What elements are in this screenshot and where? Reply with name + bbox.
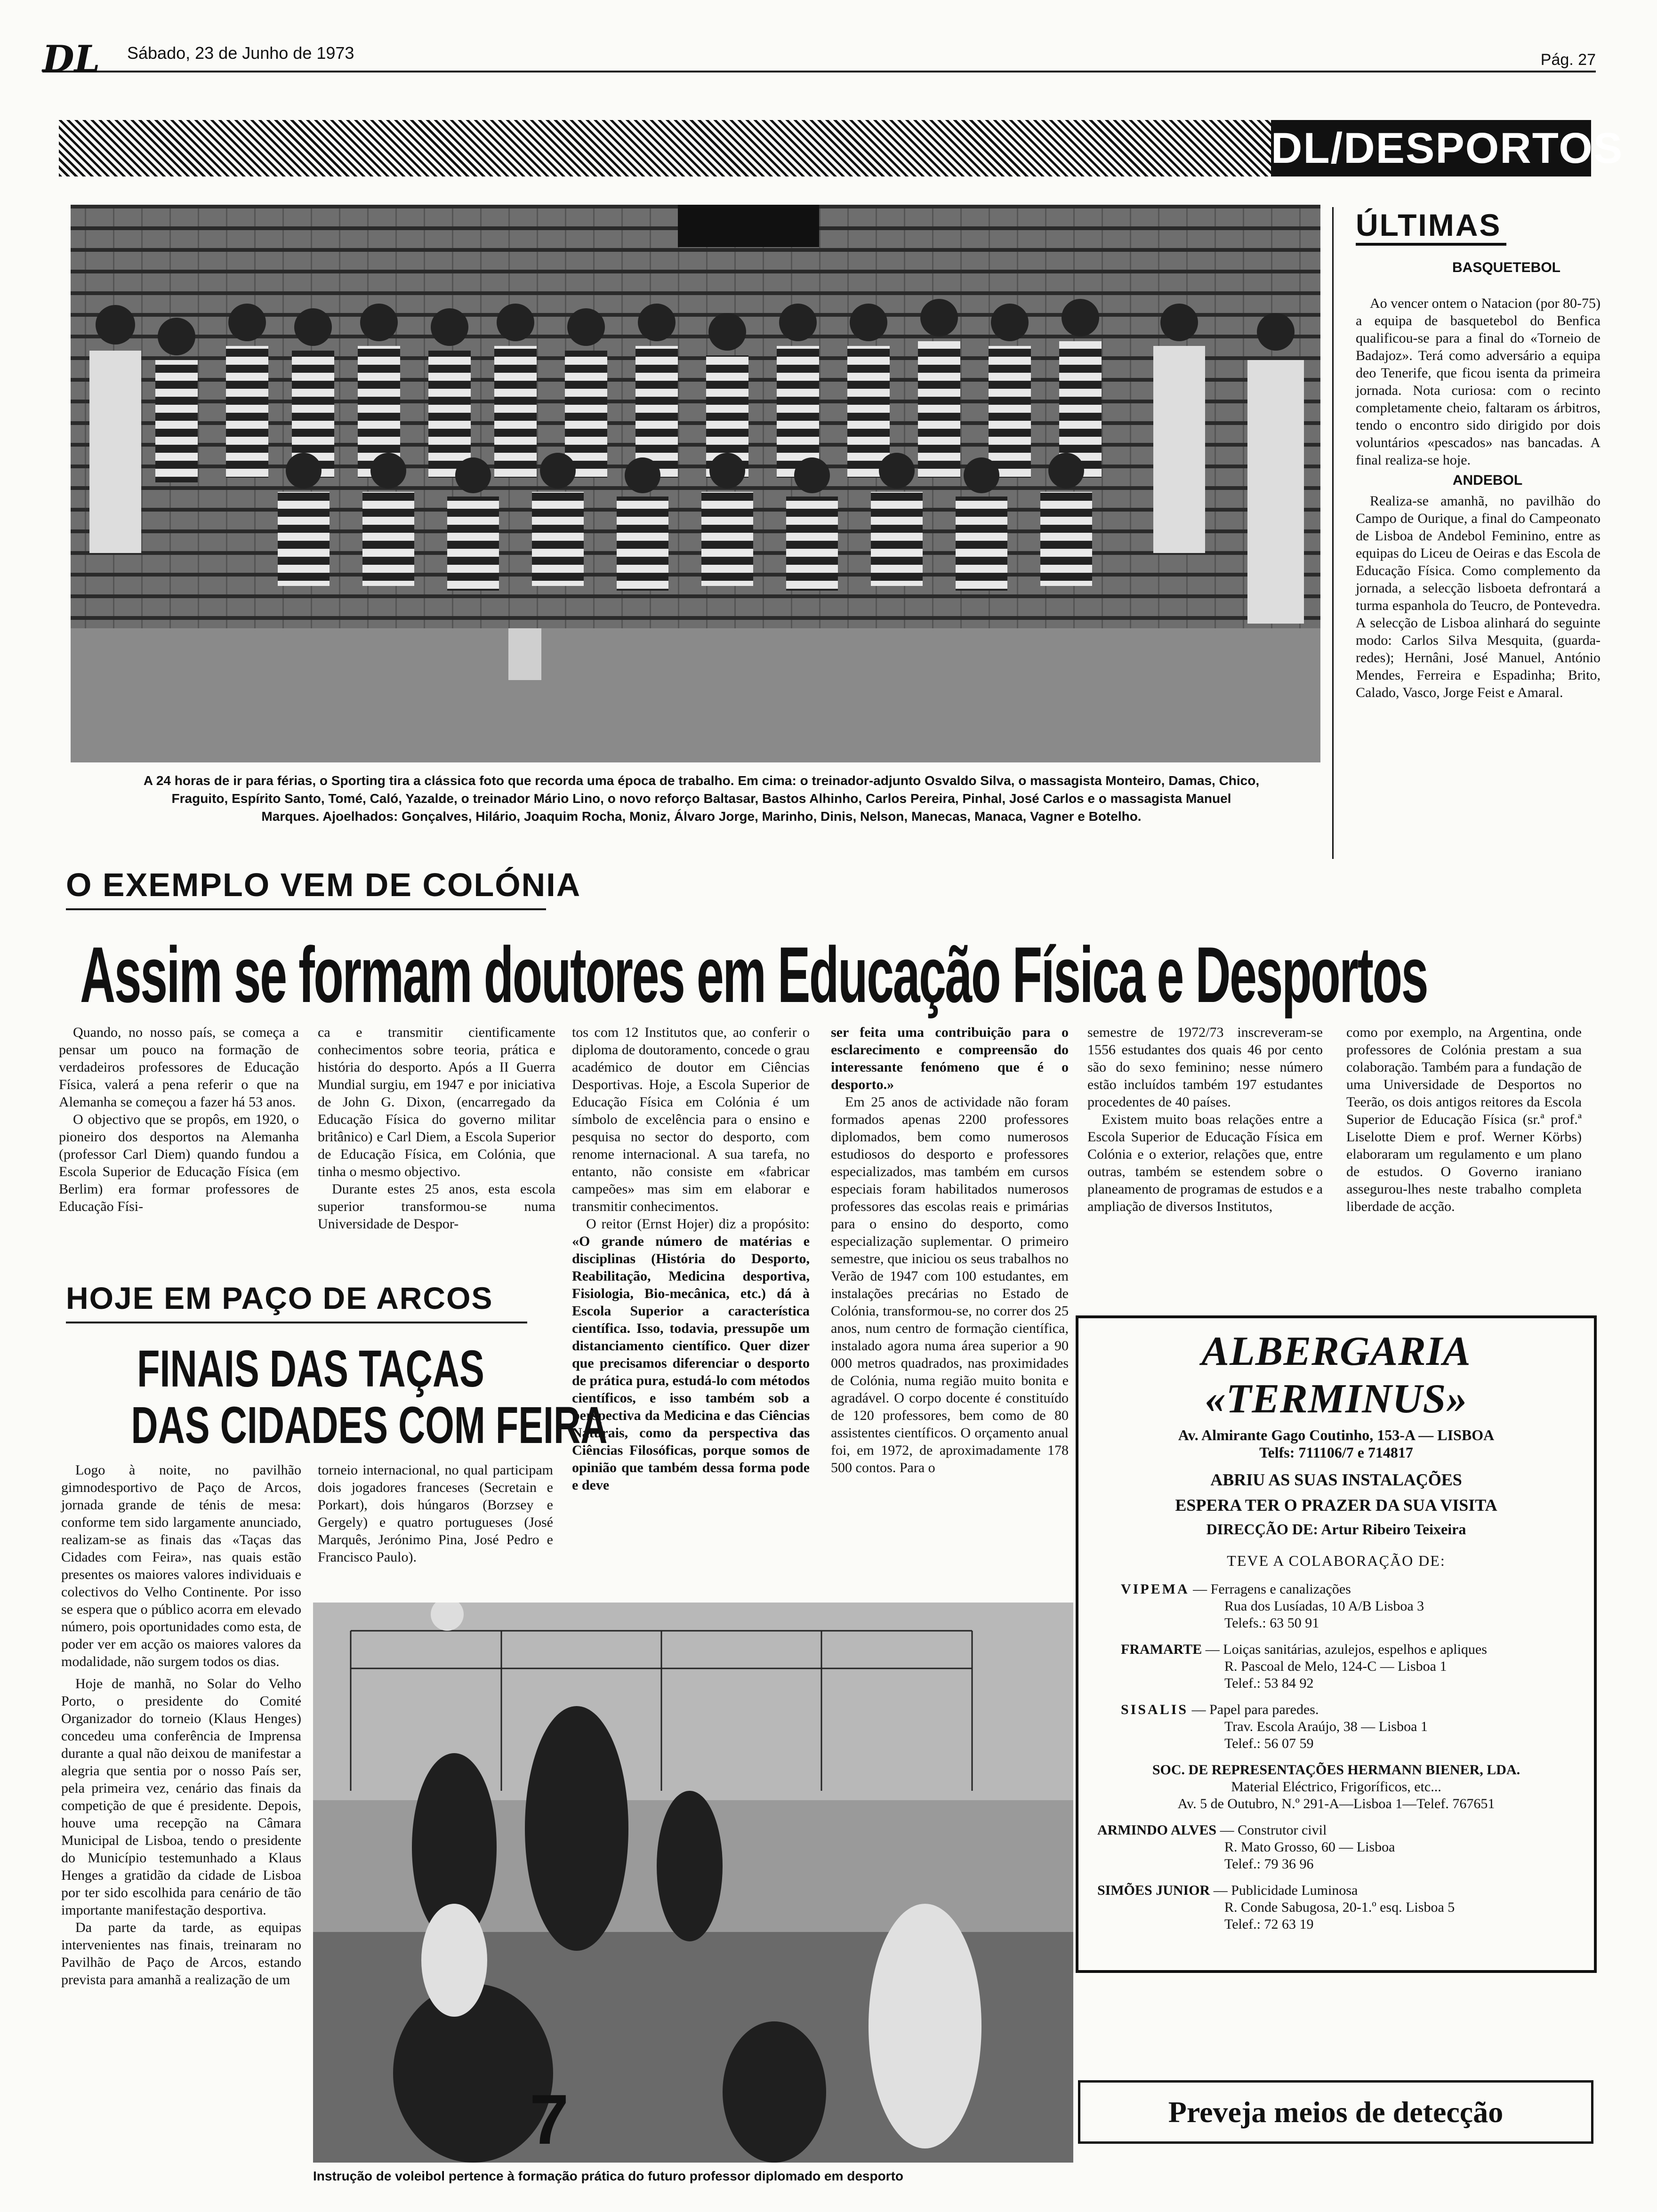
ultimas-sidebar [1356, 207, 1601, 701]
feature-column-2: ca e transmitir cientificamente conhecimentos sobre teoria, prática e história do desporto. Após a II Guerra Mundial surgiu, em 1947 e por iniciativa de John G. Dixon, (encarregado da Educação Física do governo militar britânico) e Carl Diem, a Escola Superior de Educação Física, em Colónia, que tinha o mesmo objectivo. Durante estes 25 anos, esta escola superior transformou-se numa Universidade de Despor- [318, 1025, 555, 1232]
sponsor-item: SIMÕES JUNIOR — Publicidade Luminosa R. Conde Sabugosa, 20-1.º esq. Lisboa 5 Telef.: 72 63 19 [1097, 1883, 1455, 1932]
basquetebol-text: Ao vencer ontem o Natacion (por 80-75) a equipa de basquetebol do Benfica qualificou-se para a final do «Torneio de Badajoz». Terá como adversário a equipa deo Tenerife, que ficou isenta da primeira jornada. Nota curiosa: com o recinto completamente cheio, faltaram os árbitros, tendo o encontro sido dirigido por dois voluntários «pescados» nas bancadas. A final realiza-se hoje. [1356, 296, 1601, 468]
advert-title: ALBERGARIA «TERMINUS» [1201, 1329, 1471, 1422]
sponsor-item: ARMINDO ALVES — Construtor civil R. Mato Grosso, 60 — Lisboa Telef.: 79 36 96 [1097, 1822, 1395, 1872]
albergaria-advert [1076, 1315, 1597, 1973]
sidebar-rule [1332, 207, 1334, 859]
page-number: Pág. 27 [1540, 51, 1596, 69]
arcos-title-line-1: FINAIS DAS TAÇAS [137, 1340, 484, 1398]
player-jersey-number: 7 [530, 2080, 569, 2159]
section-banner [59, 120, 1624, 176]
advert-line-2: ESPERA TER O PRAZER DA SUA VISITA [1175, 1496, 1497, 1515]
detection-ad-box: Preveja meios de detecção [1078, 2080, 1593, 2144]
volleyball-photo-caption: Instrução de voleibol pertence à formação prática do futuro professor diplomado em desporto [313, 2169, 903, 2183]
arcos-title-line-2: DAS CIDADES COM FEIRA [131, 1396, 608, 1454]
andebol-heading: ANDEBOL [1452, 473, 1523, 488]
arcos-kicker: HOJE EM PAÇO DE ARCOS [66, 1281, 493, 1315]
sponsor-list [1097, 1581, 1575, 1933]
team-photo-graphic [71, 205, 1320, 762]
section-title: DL/DESPORTOS [1271, 120, 1591, 176]
arcos-column-1: Logo à noite, no pavilhão gimnodesportivo de Paço de Arcos, jornada grande de ténis de mesa: conforme tem sido largamente anunciado, realizam-se as finais das «Taças das Cidades com Feira», nas quais estão presentes os maiores valores individuais e colectivos do Velho Continente. Por isso se espera que o público acorra em elevado número, pois oportunidades como esta, de poder ver em acção os maiores valores da modalidade, não surgem todos os dias. Hoje de manhã, no Solar do Velho Porto, o presidente do Comité Organizador do torneio (Klaus Henges) concedeu uma conferência de Imprensa durante a qual não deixou de manifestar a alegria que sentia por o nosso País ser, pela primeira vez, cenário das finais da competição de que é presidente. Depois, houve uma recepção na Câmara Municipal de Lisboa, tendo o presidente do Município testemunhado a Klaus Henges a gratidão da cidade de Lisboa por ter sido escolhida para cenário de tão importante manifestação desportiva. Da parte da tarde, as equipas intervenientes nas finais, treinaram no Pavilhão de Paço de Arcos, estando prevista para amanhã a realização de um [61, 1462, 301, 1988]
issue-date: Sábado, 23 de Junho de 1973 [127, 43, 354, 63]
feature-column-1: Quando, no nosso país, se começa a pensar um pouco na formação de verdadeiros professores de Educação Física, valerá a pena referir o que na Alemanha se começou a fazer há 53 anos. O objectivo que se propôs, em 1920, o pioneiro dos desportos na Alemanha (professor Carl Diem) quando fundou a Escola Superior de Educação Física (em Berlim) era formar professores de Educação Físi- [59, 1025, 299, 1214]
arcos-column-2: torneio internacional, no qual participam dois jogadores franceses (Secretain e Porkart), dois húngaros (Borzsey e Gergely) e quatro portugueses (José Marquês, Jerónimo Pina, José Pedro e Francisco Paulo). [318, 1462, 553, 1565]
advert-line-1: ABRIU AS SUAS INSTALAÇÕES [1210, 1470, 1462, 1489]
feature-kicker: O EXEMPLO VEM DE COLÓNIA [66, 866, 581, 903]
ultimas-underline [1356, 243, 1506, 246]
feature-column-3: tos com 12 Institutos que, ao conferir o diploma de doutoramento, concede o grau académico de doutor em Ciências Desportivas. Hoje, a Escola Superior de Educação Física em Colónia é um símbolo de excelência para o ensino e pesquisa no sector do desporto, com renome internacional. A sua tarefa, no entanto, não consiste em «fabricar campeões» mas sim em elaborar e transmitir conhecimentos. O reitor (Ernst Hojer) diz a propósito: «O grande número de matérias e disciplinas (História do Desporto, Reabilitação, Medicina desportiva, Fisiologia, Bio-mecânica, etc.) dá à Escola Superior a característica científica. Isso, todavia, pressupõe um distanciamento científico. Quer dizer que precisamos diferenciar o desporto de prática pura, estudá-lo com métodos científicos, e isso também sob a perspectiva da Medicina e das Ciências Naturais, como da perspectiva das Ciências Filosóficas, porque somos de opinião que também dessa forma pode e deve [572, 1025, 810, 1493]
feature-kicker-rule [66, 908, 546, 910]
feature-column-4: ser feita uma contribuição para o esclarecimento e compreensão do interessante fenómeno que é o desporto.» Em 25 anos de actividade não foram formados apenas 2200 professores diplomados, bem como numerosos estudiosos do desporto e professores especializados, mas também em cursos especiais foram habilitados numerosos professores das escolas reais e primárias para o ensino do desporto, como especialização suplementar. O primeiro semestre, que iniciou os seus trabalhos no Verão de 1947 com 100 estudantes, em instalações precárias no Estado de Colónia, transformou-se, no correr dos 25 anos, num centro de formação científica, instalado agora numa área superior a 90 000 metros quadrados, nas proximidades de Colónia, numa região muito bonita e agradável. O corpo docente é constituído de 120 professores, bem como de 80 assistentes científicos. O orçamento anual foi, em 1972, de aproximadamente 178 500 contos. Para o [831, 1025, 1069, 1475]
arcos-kicker-rule [66, 1322, 527, 1323]
volleyball-photo-graphic [313, 1603, 1073, 2163]
feature-column-5: semestre de 1972/73 inscreveram-se 1556 estudantes dos quais 46 por cento são do sexo feminino; nesse número estão incluídos também 197 estudantes procedentes de 40 países. Existem muito boas relações entre a Escola Superior de Educação Física em Colónia e o exterior, relações que, entre outras, também se estendem sobre o planeamento de programas de estudos e a ampliação de diversos Institutos, [1087, 1025, 1323, 1214]
volleyball-photo [313, 1603, 1073, 2163]
sponsor-item: SOC. DE REPRESENTAÇÕES HERMANN BIENER, LDA. Material Eléctrico, Frigoríficos, etc... Av. 5 de Outubro, N.º 291-A—Lisboa 1—Telef. 767651 [1152, 1762, 1520, 1811]
page-header [42, 38, 1596, 80]
andebol-text: Realiza-se amanhã, no pavilhão do Campo de Ourique, a final do Campeonato de Lisboa de Andebol Feminino, entre as equipas do Liceu de Oeiras e das Escola de Educação Física. Como complemento da jornada, a selecção lisboeta defrontará a turma espanhola do Teucro, de Pontevedra. A selecção de Lisboa alinhará do seguinte modo: Carlos Silva Mesquita, (guarda-redes); Hernâni, José Manuel, António Mendes, Ferreira e Espadinha; Brito, Calado, Vasco, Jorge Feist e Amaral. [1356, 493, 1601, 700]
sponsor-item: FRAMARTE — Loiças sanitárias, azulejos, espelhos e apliques R. Pascoal de Melo, 124-C — Lisboa 1 Telef.: 53 84 92 [1121, 1642, 1487, 1691]
advert-address: Av. Almirante Gago Coutinho, 153-A — LISBOA [1178, 1427, 1495, 1443]
team-photo [71, 205, 1320, 762]
team-photo-caption: A 24 horas de ir para férias, o Sporting tira a clássica foto que recorda uma época de trabalho. Em cima: o treinador-adjunto Osvaldo Silva, o massagista Monteiro, Damas, Chico, Fraguito, Espírito Santo, Tomé, Caló, Yazalde, o treinador Mário Lino, o novo reforço Baltasar, Bastos Alhinho, Carlos Pereira, Pinhal, José Carlos e o massagista Manuel Marques. Ajoelhados: Gonçalves, Hilário, Joaquim Rocha, Moniz, Álvaro Jorge, Marinho, Dinis, Nelson, Manecas, Manaca, Vagner e Botelho. [143, 773, 1260, 824]
basquetebol-heading: BASQUETEBOL [1452, 260, 1560, 275]
advert-phones: Telfs: 711106/7 e 714817 [1259, 1444, 1413, 1461]
newspaper-logo: DL [42, 38, 100, 80]
ultimas-title: ÚLTIMAS [1356, 208, 1502, 242]
sponsor-item: SISALIS — Papel para paredes. Trav. Escola Araújo, 38 — Lisboa 1 Telef.: 56 07 59 [1121, 1702, 1428, 1751]
sponsor-item: VIPEMA — Ferragens e canalizações Rua dos Lusíadas, 10 A/B Lisboa 3 Telefs.: 63 50 91 [1121, 1581, 1424, 1631]
advert-direction: DIRECÇÃO DE: Artur Ribeiro Teixeira [1206, 1521, 1466, 1538]
advert-collab: TEVE A COLABORAÇÃO DE: [1227, 1552, 1446, 1569]
feature-headline: Assim se formam doutores em Educação Física e Desportos [80, 930, 1428, 1019]
feature-column-6: como por exemplo, na Argentina, onde professores de Colónia prestam a sua colaboração. Também para a fundação de uma Universidade de Desportos no Teerão, os dois antigos reitores da Escola Superior de Educação Física (sr.ª prof.ª Liselotte Diem e prof. Werner Körbs) elaboraram um regulamento e um plano de estudos. O Governo iraniano assegurou-lhes neste trabalho completa liberdade de acção. [1346, 1025, 1582, 1214]
